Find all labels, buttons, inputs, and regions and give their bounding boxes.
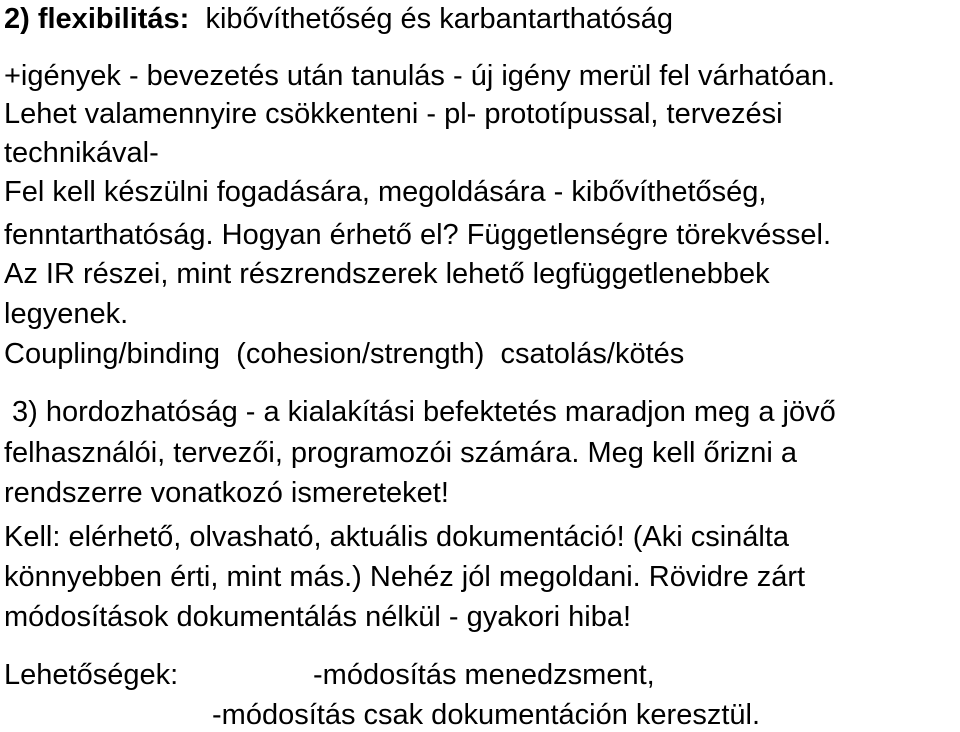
- flexibility-line: +igények - bevezetés után tanulás - új igény merül fel várhatóan.: [4, 60, 836, 92]
- flexibility-line: legyenek.: [4, 298, 129, 330]
- portability-line: 3) hordozhatóság - a kialakítási befektetés maradjon meg a jövő: [12, 396, 836, 428]
- portability-line: módosítások dokumentálás nélkül - gyakori hiba!: [4, 601, 632, 633]
- section-heading: [4, 2, 673, 36]
- option-item: -módosítás menedzsment,: [313, 659, 655, 691]
- coupling-line: Coupling/binding (cohesion/strength) csatolás/kötés: [4, 338, 685, 370]
- flexibility-line: fenntarthatóság. Hogyan érhető el? Függetlenségre törekvéssel.: [4, 219, 832, 251]
- option-item: -módosítás csak dokumentáción keresztül.: [212, 699, 761, 731]
- portability-line: könnyebben érti, mint más.) Nehéz jól megoldani. Rövidre zárt: [4, 561, 806, 593]
- portability-line: Kell: elérhető, olvasható, aktuális dokumentáció! (Aki csinálta: [4, 521, 790, 553]
- flexibility-line: technikával-: [4, 137, 159, 169]
- flexibility-line: Lehet valamennyire csökkenteni - pl- prototípussal, tervezési: [4, 98, 783, 130]
- options-label: Lehetőségek:: [4, 659, 179, 691]
- flexibility-line: Fel kell készülni fogadására, megoldására - kibővíthetőség,: [4, 176, 767, 208]
- section-heading-title: 2) flexibilitás:: [4, 3, 190, 35]
- options-row: [0, 658, 960, 692]
- portability-line: rendszerre vonatkozó ismereteket!: [4, 477, 449, 509]
- portability-line: felhasználói, tervezői, programozói számára. Meg kell őrizni a: [4, 437, 798, 469]
- section-heading-subtitle: kibővíthetőség és karbantarthatóság: [205, 3, 673, 35]
- flexibility-line: Az IR részei, mint részrendszerek lehető legfüggetlenebbek: [4, 258, 770, 290]
